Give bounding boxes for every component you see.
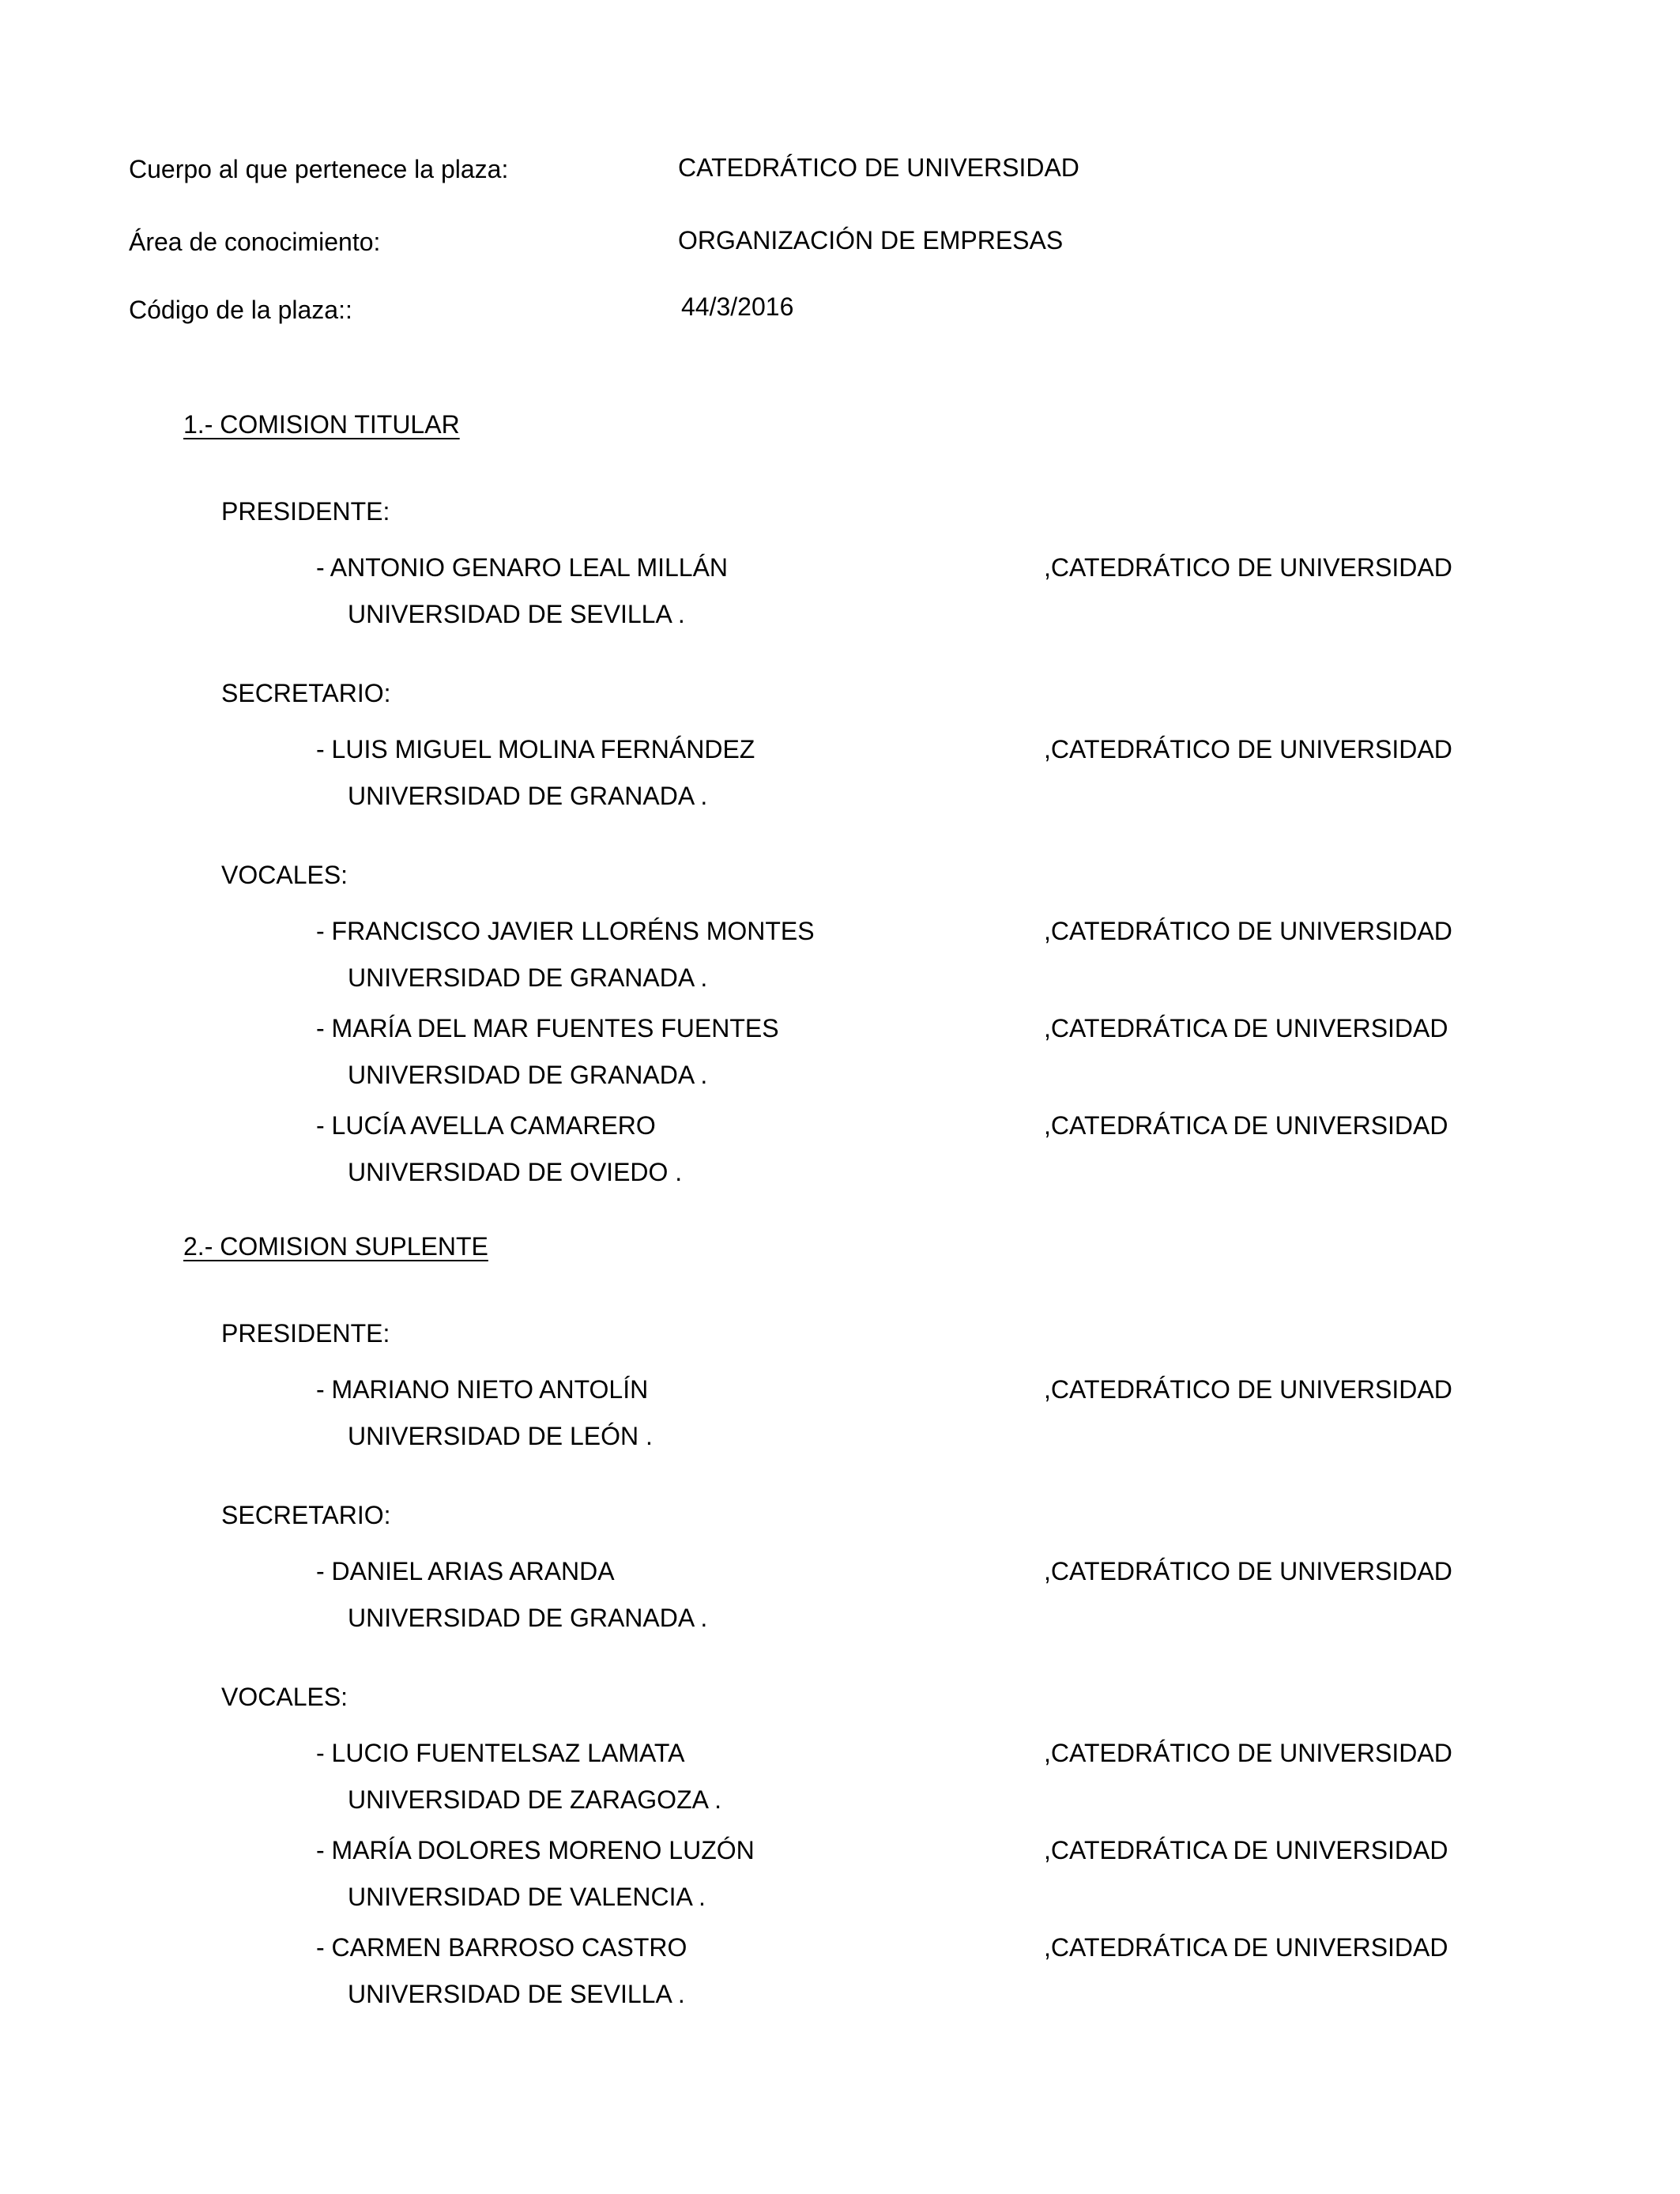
suplente-member-rank: ,CATEDRÁTICO DE UNIVERSIDAD — [1044, 1557, 1452, 1585]
titular-secretario-label: SECRETARIO: — [221, 679, 391, 707]
titular-member-rank: ,CATEDRÁTICO DE UNIVERSIDAD — [1044, 735, 1452, 763]
suplente-member-rank: ,CATEDRÁTICO DE UNIVERSIDAD — [1044, 1375, 1452, 1404]
suplente-vocales-label: VOCALES: — [221, 1683, 348, 1711]
suplente-member-name: - CARMEN BARROSO CASTRO — [316, 1933, 687, 1962]
titular-member-university: UNIVERSIDAD DE OVIEDO . — [348, 1158, 683, 1186]
suplente-member-university: UNIVERSIDAD DE ZARAGOZA . — [348, 1785, 721, 1814]
titular-member-university: UNIVERSIDAD DE GRANADA . — [348, 782, 708, 810]
suplente-member-university: UNIVERSIDAD DE VALENCIA . — [348, 1883, 706, 1911]
section-title-suplente: 2.- COMISION SUPLENTE — [183, 1232, 488, 1261]
suplente-member-rank: ,CATEDRÁTICA DE UNIVERSIDAD — [1044, 1933, 1448, 1962]
suplente-member-university: UNIVERSIDAD DE GRANADA . — [348, 1604, 708, 1632]
suplente-member-rank: ,CATEDRÁTICA DE UNIVERSIDAD — [1044, 1836, 1448, 1864]
area-value: ORGANIZACIÓN DE EMPRESAS — [678, 226, 1064, 254]
suplente-secretario-label: SECRETARIO: — [221, 1501, 391, 1529]
titular-member-rank: ,CATEDRÁTICO DE UNIVERSIDAD — [1044, 553, 1452, 582]
area-label: Área de conocimiento: — [129, 228, 381, 256]
titular-presidente-label: PRESIDENTE: — [221, 497, 390, 526]
titular-member-university: UNIVERSIDAD DE GRANADA . — [348, 963, 708, 992]
codigo-label: Código de la plaza:: — [129, 296, 352, 324]
suplente-member-university: UNIVERSIDAD DE LEÓN . — [348, 1422, 653, 1450]
titular-member-university: UNIVERSIDAD DE SEVILLA . — [348, 600, 685, 628]
suplente-member-name: - DANIEL ARIAS ARANDA — [316, 1557, 615, 1585]
suplente-member-name: - MARIANO NIETO ANTOLÍN — [316, 1375, 649, 1404]
cuerpo-value: CATEDRÁTICO DE UNIVERSIDAD — [678, 153, 1079, 182]
titular-vocales-label: VOCALES: — [221, 861, 348, 889]
titular-member-name: - MARÍA DEL MAR FUENTES FUENTES — [316, 1014, 779, 1042]
cuerpo-label: Cuerpo al que pertenece la plaza: — [129, 155, 509, 183]
titular-member-name: - LUIS MIGUEL MOLINA FERNÁNDEZ — [316, 735, 755, 763]
suplente-member-name: - MARÍA DOLORES MORENO LUZÓN — [316, 1836, 755, 1864]
titular-member-name: - FRANCISCO JAVIER LLORÉNS MONTES — [316, 917, 815, 945]
titular-member-rank: ,CATEDRÁTICA DE UNIVERSIDAD — [1044, 1111, 1448, 1140]
suplente-member-university: UNIVERSIDAD DE SEVILLA . — [348, 1980, 685, 2008]
titular-member-name: - LUCÍA AVELLA CAMARERO — [316, 1111, 656, 1140]
suplente-member-name: - LUCIO FUENTELSAZ LAMATA — [316, 1739, 685, 1767]
titular-member-name: - ANTONIO GENARO LEAL MILLÁN — [316, 553, 729, 582]
section-title-titular: 1.- COMISION TITULAR — [183, 410, 460, 439]
titular-member-rank: ,CATEDRÁTICO DE UNIVERSIDAD — [1044, 917, 1452, 945]
suplente-member-rank: ,CATEDRÁTICO DE UNIVERSIDAD — [1044, 1739, 1452, 1767]
titular-member-university: UNIVERSIDAD DE GRANADA . — [348, 1061, 708, 1089]
suplente-presidente-label: PRESIDENTE: — [221, 1319, 390, 1348]
titular-member-rank: ,CATEDRÁTICA DE UNIVERSIDAD — [1044, 1014, 1448, 1042]
codigo-value: 44/3/2016 — [681, 292, 794, 321]
